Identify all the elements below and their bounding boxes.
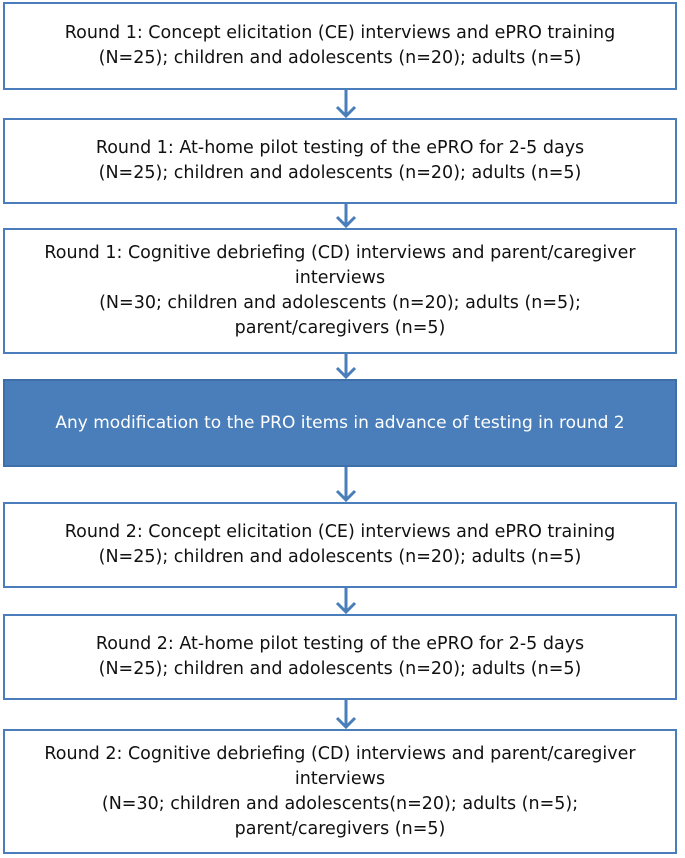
step-sample: (N=30; children and adolescents(n=20); adults (n=5); <box>101 793 579 814</box>
step-pro-modification <box>3 379 677 467</box>
step-round1-concept-elicitation <box>3 2 677 90</box>
step-title: Any modification to the PRO items in advance of testing in round 2 <box>55 412 625 433</box>
down-arrow-icon <box>333 467 359 502</box>
step-sample: (N=30; children and adolescents (n=20); adults (n=5); <box>99 293 581 313</box>
step-title: Round 1: At-home pilot testing of the ePRO for 2-5 days <box>95 138 585 158</box>
step-round2-cognitive-debriefing <box>3 729 677 854</box>
step-title-cont: interviews <box>294 268 386 288</box>
step-title: Round 2: At-home pilot testing of the ePRO for 2-5 days <box>95 634 585 654</box>
step-title: Round 1: Concept elicitation (CE) interviews and ePRO training <box>64 23 616 43</box>
step-title: Round 2: Concept elicitation (CE) interviews and ePRO training <box>64 522 616 542</box>
step-title: Round 2: Cognitive debriefing (CD) interviews and parent/caregiver <box>44 743 636 764</box>
step-title: Round 1: Cognitive debriefing (CD) interviews and parent/caregiver <box>44 243 636 263</box>
step-sample-cont: parent/caregivers (n=5) <box>234 818 446 839</box>
step-round2-concept-elicitation <box>3 502 677 588</box>
down-arrow-icon <box>333 204 359 228</box>
step-sample-cont: parent/caregivers (n=5) <box>234 318 446 338</box>
down-arrow-icon <box>333 588 359 614</box>
step-round1-pilot-testing <box>3 118 677 204</box>
step-round1-cognitive-debriefing <box>3 228 677 354</box>
down-arrow-icon <box>333 700 359 729</box>
step-sample: (N=25); children and adolescents (n=20); adults (n=5) <box>98 547 582 567</box>
down-arrow-icon <box>333 90 359 118</box>
step-round2-pilot-testing <box>3 614 677 700</box>
down-arrow-icon <box>333 354 359 379</box>
step-title-cont: interviews <box>294 768 386 789</box>
step-sample: (N=25); children and adolescents (n=20); adults (n=5) <box>98 163 582 183</box>
step-sample: (N=25); children and adolescents (n=20); adults (n=5) <box>98 48 582 68</box>
step-sample: (N=25); children and adolescents (n=20); adults (n=5) <box>98 659 582 679</box>
